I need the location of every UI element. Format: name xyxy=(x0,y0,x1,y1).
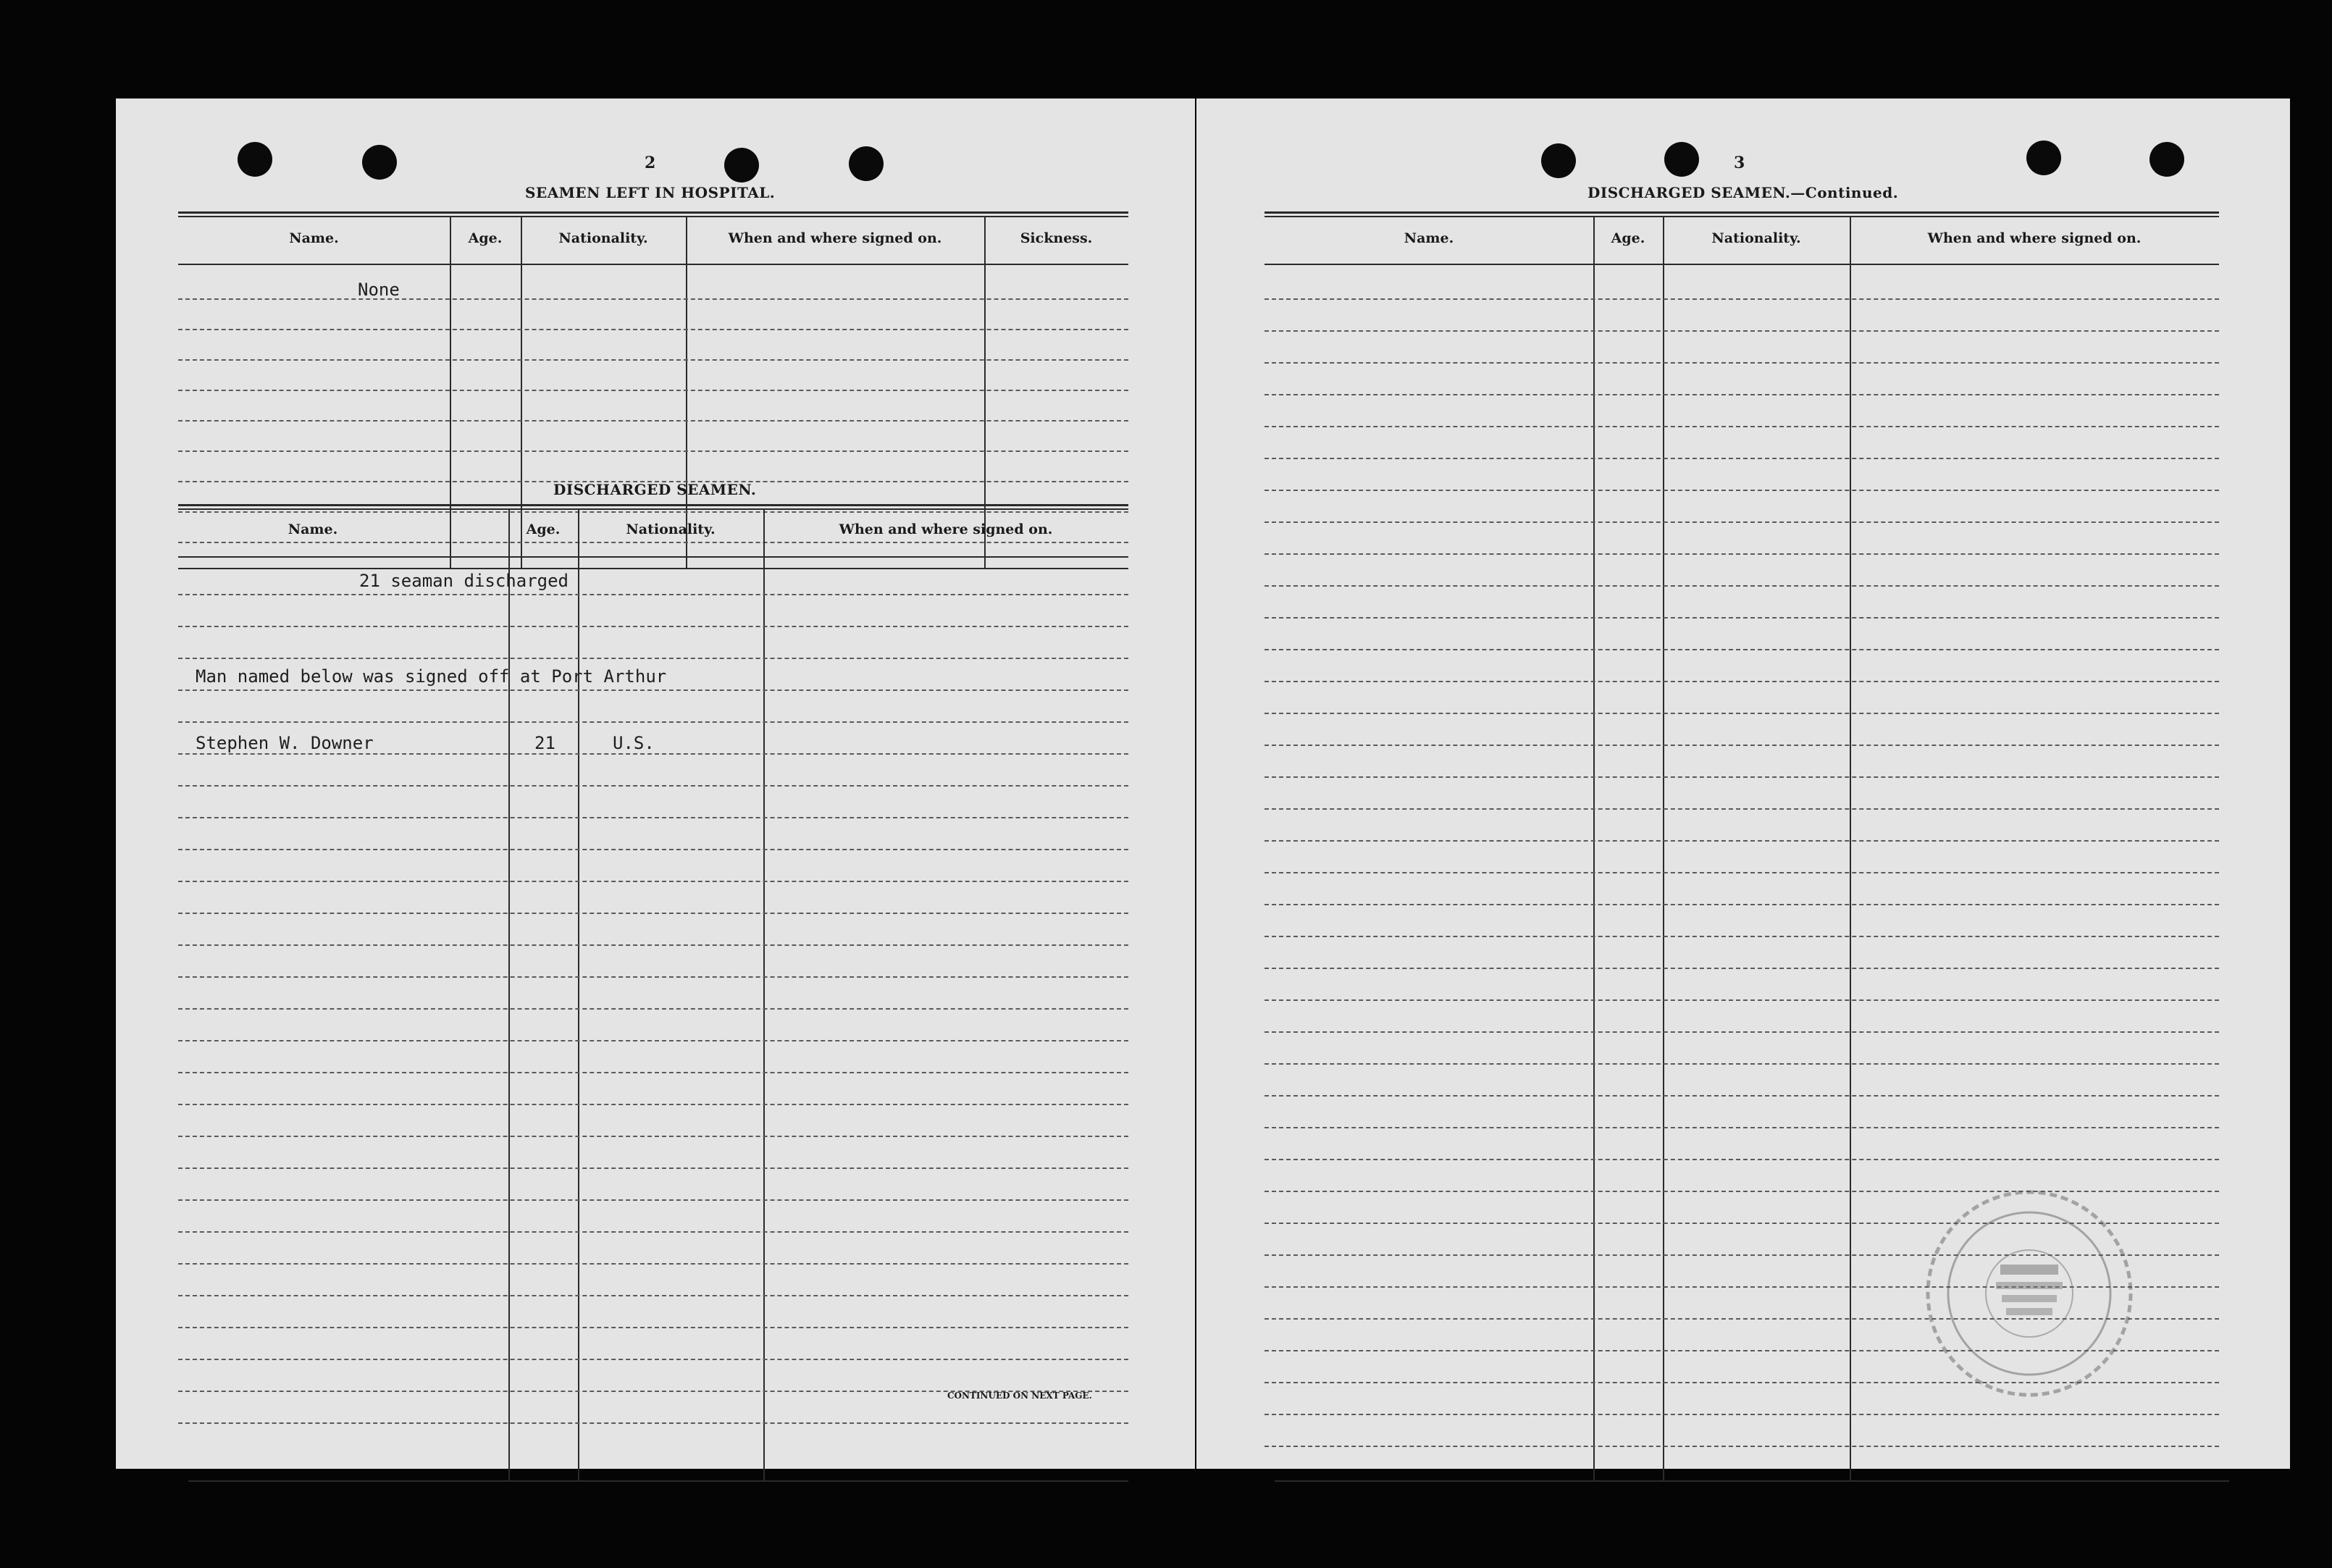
ruled-line xyxy=(1264,394,2219,395)
page-number: 3 xyxy=(1734,154,1745,172)
punch-hole xyxy=(2026,141,2061,175)
seaman-name: Stephen W. Downer xyxy=(196,733,374,753)
table-rule xyxy=(1264,216,2219,217)
column-divider xyxy=(450,216,451,569)
ruled-line xyxy=(1264,904,2219,905)
ruled-line xyxy=(178,626,1128,627)
ruled-line xyxy=(178,881,1128,882)
ruled-line xyxy=(178,594,1128,595)
ruled-line xyxy=(1264,1127,2219,1128)
ruled-line xyxy=(1264,999,2219,1001)
ruled-line xyxy=(1264,840,2219,842)
table-rule xyxy=(178,556,1128,558)
ruled-line xyxy=(1264,330,2219,332)
discharged-count-note: 21 seaman discharged xyxy=(359,571,569,591)
column-header-signed-on: When and where signed on. xyxy=(839,521,1053,537)
table-rule xyxy=(178,568,1128,569)
hospital-entry: None xyxy=(358,280,400,300)
page-number: 2 xyxy=(645,154,656,172)
ruled-line xyxy=(1264,872,2219,873)
ruled-line xyxy=(178,1295,1128,1296)
ruled-line xyxy=(1264,936,2219,937)
column-divider xyxy=(1663,216,1664,1480)
punch-hole xyxy=(849,146,884,181)
ruled-line xyxy=(178,1167,1128,1169)
ruled-line xyxy=(1264,1063,2219,1065)
table-rule xyxy=(178,216,1128,217)
column-header-nationality: Nationality. xyxy=(558,230,648,246)
ruled-line xyxy=(178,420,1128,422)
punch-hole xyxy=(362,145,397,180)
column-header-name: Name. xyxy=(288,521,338,537)
ruled-line xyxy=(178,329,1128,330)
ruled-line xyxy=(1264,553,2219,555)
ruled-line xyxy=(1264,776,2219,778)
ruled-line xyxy=(178,1231,1128,1233)
ruled-line xyxy=(178,944,1128,946)
table-rule xyxy=(178,508,1128,510)
ruled-line xyxy=(1264,298,2219,300)
ruled-line xyxy=(178,359,1128,361)
ruled-line xyxy=(178,689,1128,691)
column-header-nationality: Nationality. xyxy=(1711,230,1801,246)
column-header-sickness: Sickness. xyxy=(1020,230,1093,246)
column-header-age: Age. xyxy=(468,230,503,246)
ruled-line xyxy=(178,298,1128,300)
continued-footer: CONTINUED ON NEXT PAGE. xyxy=(947,1391,1092,1401)
ruled-line xyxy=(178,542,1128,543)
discharged-continued-title: DISCHARGED SEAMEN.—Continued. xyxy=(1587,184,1899,201)
column-header-name: Name. xyxy=(289,230,339,246)
punch-hole xyxy=(238,142,272,177)
punch-hole xyxy=(1664,142,1699,177)
ruled-line xyxy=(1264,426,2219,427)
ruled-line xyxy=(178,817,1128,818)
ruled-line xyxy=(178,721,1128,723)
ruled-line xyxy=(178,1072,1128,1073)
ruled-line xyxy=(1264,1159,2219,1160)
column-divider xyxy=(578,508,579,1482)
ruled-line xyxy=(1264,362,2219,364)
signed-off-note: Man named below was signed off at Port Arthur xyxy=(196,666,667,687)
column-divider xyxy=(1593,216,1595,1480)
table-rule xyxy=(1264,264,2219,265)
left-page xyxy=(116,98,1195,1469)
hospital-section-title: SEAMEN LEFT IN HOSPITAL. xyxy=(525,184,776,201)
punch-hole xyxy=(2149,142,2184,177)
ruled-line xyxy=(178,785,1128,787)
ruled-line xyxy=(178,1136,1128,1137)
ruled-line xyxy=(1264,713,2219,714)
ruled-line xyxy=(178,511,1128,513)
table-rule xyxy=(1275,1480,2229,1482)
seaman-age: 21 xyxy=(534,733,555,753)
ruled-line xyxy=(178,1040,1128,1041)
discharged-section-title: DISCHARGED SEAMEN. xyxy=(553,481,757,498)
ruled-line xyxy=(178,753,1128,755)
punch-hole xyxy=(1541,143,1576,178)
ruled-line xyxy=(1264,1414,2219,1415)
ruled-line xyxy=(1264,521,2219,523)
column-header-signed-on: When and where signed on. xyxy=(728,230,942,246)
table-rule xyxy=(178,211,1128,214)
ruled-line xyxy=(178,1199,1128,1201)
ruled-line xyxy=(1264,649,2219,650)
punch-hole xyxy=(724,148,759,183)
ruled-line xyxy=(1264,490,2219,491)
ruled-line xyxy=(1264,1095,2219,1097)
seaman-nationality: U.S. xyxy=(613,733,655,753)
ruled-line xyxy=(1264,968,2219,969)
ruled-line xyxy=(1264,585,2219,587)
ruled-line xyxy=(1264,1446,2219,1447)
ruled-line xyxy=(178,976,1128,978)
official-stamp xyxy=(1921,1185,2138,1402)
ruled-line xyxy=(178,1422,1128,1424)
ruled-line xyxy=(178,390,1128,391)
table-rule xyxy=(178,504,1128,506)
column-divider xyxy=(763,508,765,1482)
ruled-line xyxy=(1264,1031,2219,1033)
column-header-age: Age. xyxy=(1611,230,1645,246)
ruled-line xyxy=(178,913,1128,914)
column-header-age: Age. xyxy=(526,521,561,537)
right-page xyxy=(1196,98,2290,1469)
ruled-line xyxy=(1264,617,2219,619)
ruled-line xyxy=(178,658,1128,659)
column-header-signed-on: When and where signed on. xyxy=(1927,230,2142,246)
ruled-line xyxy=(178,1104,1128,1105)
ruled-line xyxy=(1264,681,2219,682)
ruled-line xyxy=(178,1327,1128,1328)
column-header-nationality: Nationality. xyxy=(626,521,716,537)
table-rule xyxy=(178,264,1128,265)
ruled-line xyxy=(1264,808,2219,810)
column-divider xyxy=(686,216,687,569)
column-divider xyxy=(984,216,986,569)
column-divider xyxy=(1850,216,1851,1480)
ruled-line xyxy=(178,1008,1128,1010)
column-divider xyxy=(521,216,522,569)
ruled-line xyxy=(1264,745,2219,746)
ruled-line xyxy=(178,450,1128,452)
column-divider xyxy=(508,508,510,1482)
ruled-line xyxy=(1264,458,2219,459)
column-header-name: Name. xyxy=(1404,230,1454,246)
table-rule xyxy=(1264,211,2219,214)
table-rule xyxy=(188,1480,1128,1482)
ruled-line xyxy=(178,1359,1128,1360)
ruled-line xyxy=(178,1263,1128,1265)
ruled-line xyxy=(178,849,1128,850)
